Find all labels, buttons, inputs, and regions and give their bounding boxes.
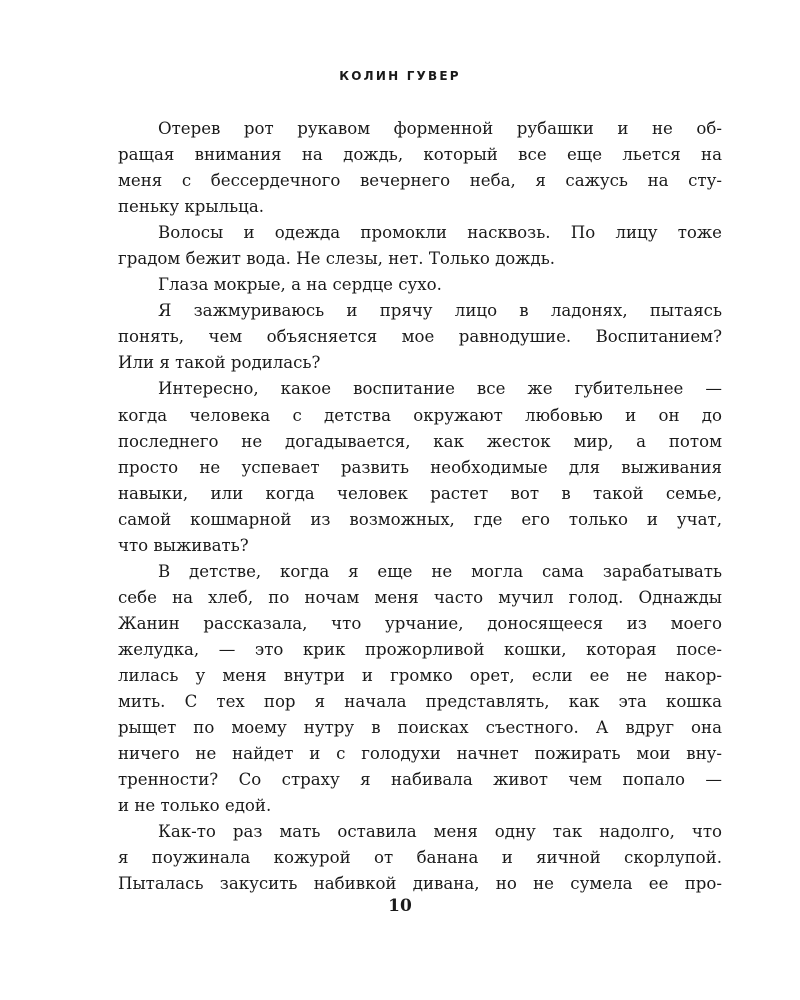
text-line: желудка, — это крик прожорливой кошки, которая посе- <box>118 639 722 659</box>
text-line: что выживать? <box>118 535 249 555</box>
text-line: я поужинала кожурой от банана и яичной скорлупой. <box>118 848 722 868</box>
text-line: рыщет по моему нутру в поисках съестного. А вдруг она <box>118 718 722 738</box>
text-line: себе на хлеб, по ночам меня часто мучил голод. Однажды <box>118 587 722 607</box>
text-line: ращая внимания на дождь, который все еще льется на <box>118 145 722 165</box>
text-line: меня с бессердечного вечернего неба, я сажусь на сту- <box>118 171 722 191</box>
text-line: Как-то раз мать оставила меня одну так надолго, что <box>158 822 722 842</box>
text-line: самой кошмарной из возможных, где его только и учат, <box>118 509 722 529</box>
text-line: понять, чем объясняется мое равнодушие. Воспитанием? <box>118 327 722 347</box>
text-line: Глаза мокрые, а на сердце сухо. <box>158 275 442 295</box>
page-number: 10 <box>388 896 412 916</box>
text-line: Интересно, какое воспитание все же губительнее — <box>158 379 722 399</box>
running-head-author: КОЛИН ГУВЕР <box>339 69 461 83</box>
text-line: тренности? Со страху я набивала живот чем попало — <box>118 770 722 790</box>
text-line: когда человека с детства окружают любовью и он до <box>118 405 722 425</box>
text-line: последнего не догадывается, как жесток мир, а потом <box>118 431 722 451</box>
text-line: пеньку крыльца. <box>118 197 264 217</box>
text-line: Жанин рассказала, что урчание, доносящееся из моего <box>118 613 722 633</box>
text-line: навыки, или когда человек растет вот в такой семье, <box>118 483 722 503</box>
text-line: Пыталась закусить набивкой дивана, но не сумела ее про- <box>118 874 722 894</box>
text-line: Волосы и одежда промокли насквозь. По лицу тоже <box>158 223 722 243</box>
text-line: В детстве, когда я еще не могла сама зарабатывать <box>158 561 722 581</box>
text-line: Или я такой родилась? <box>118 353 321 373</box>
body-text <box>118 116 722 897</box>
text-line: Отерев рот рукавом форменной рубашки и не об- <box>158 119 722 138</box>
text-line: и не только едой. <box>118 796 272 816</box>
text-line: мить. С тех пор я начала представлять, как эта кошка <box>118 692 722 712</box>
text-line: просто не успевает развить необходимые для выживания <box>118 457 722 477</box>
text-line: градом бежит вода. Не слезы, нет. Только дождь. <box>118 249 556 269</box>
text-line: Я зажмуриваюсь и прячу лицо в ладонях, пытаясь <box>158 301 722 321</box>
text-line: ничего не найдет и с голодухи начнет пожирать мои вну- <box>118 744 722 764</box>
text-line: лилась у меня внутри и громко орет, если ее не накор- <box>118 665 722 685</box>
